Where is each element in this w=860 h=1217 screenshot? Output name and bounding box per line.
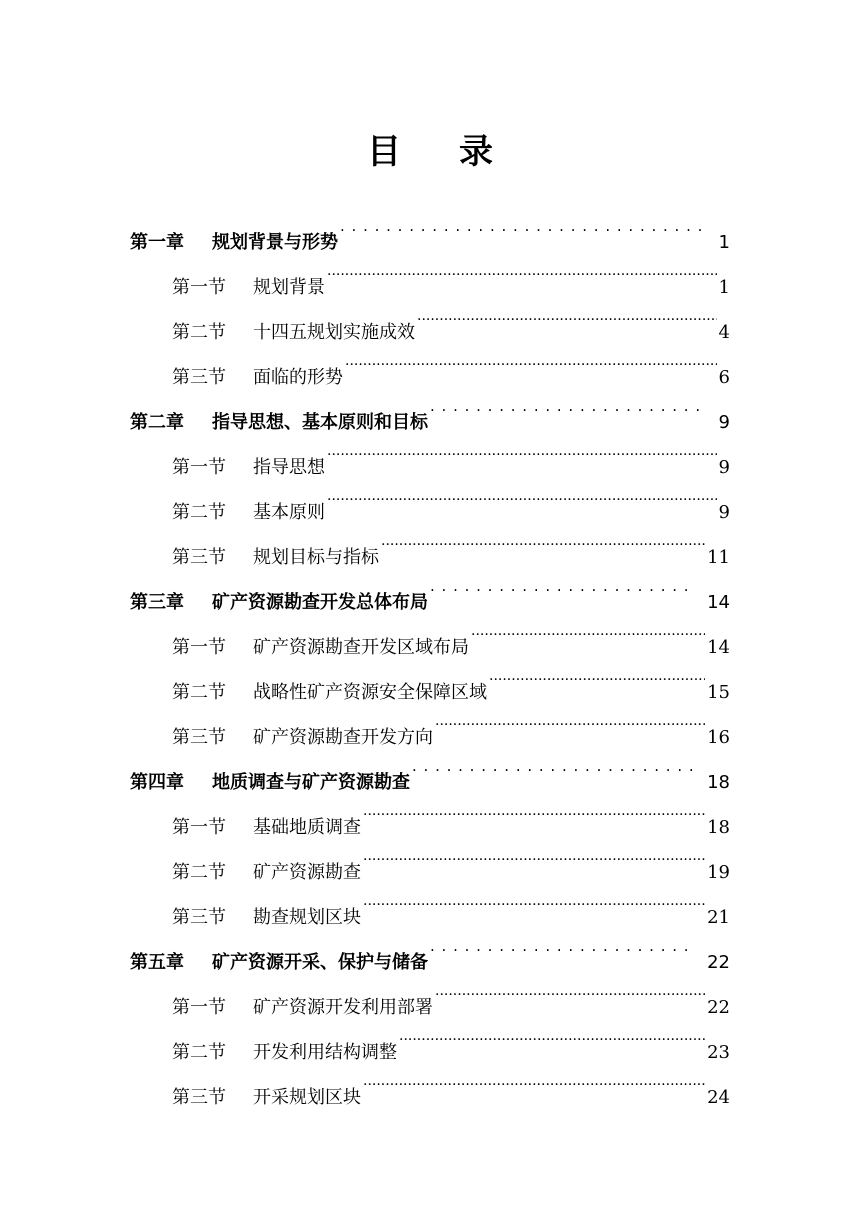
dot-leader — [417, 308, 717, 338]
chapter-number: 第一章 — [130, 232, 184, 253]
page-number: 9 — [718, 457, 730, 478]
toc-section-entry[interactable] — [172, 893, 730, 928]
section-number: 第二节 — [172, 682, 226, 703]
dot-leader — [489, 668, 705, 698]
dot-leader — [399, 1028, 705, 1058]
toc-section-entry[interactable] — [172, 848, 730, 883]
dot-leader — [430, 398, 704, 428]
section-title: 基本原则 — [253, 502, 325, 523]
toc-section-entry[interactable] — [172, 263, 730, 298]
chapter-title: 地质调查与矿产资源勘查 — [212, 772, 410, 793]
toc-section-entry[interactable] — [172, 1028, 730, 1063]
section-title: 矿产资源开发利用部署 — [253, 997, 433, 1018]
page-number: 4 — [718, 322, 730, 343]
section-title: 开发利用结构调整 — [253, 1042, 397, 1063]
section-number: 第三节 — [172, 367, 226, 388]
section-number: 第一节 — [172, 637, 226, 658]
toc-section-entry[interactable] — [172, 353, 730, 388]
toc-section-entry[interactable] — [172, 713, 730, 748]
chapter-number: 第三章 — [130, 592, 184, 613]
toc-section-entry[interactable] — [172, 623, 730, 658]
section-title: 基础地质调查 — [253, 817, 361, 838]
chapter-title: 规划背景与形势 — [212, 232, 338, 253]
toc-chapter-entry[interactable] — [130, 938, 730, 973]
dot-leader — [471, 623, 705, 653]
page-number: 18 — [707, 772, 730, 793]
toc-chapter-entry[interactable] — [130, 218, 730, 253]
section-title: 矿产资源勘查开发方向 — [253, 727, 433, 748]
section-number: 第二节 — [172, 502, 226, 523]
page-number: 11 — [707, 547, 730, 568]
chapter-title: 矿产资源勘查开发总体布局 — [212, 592, 428, 613]
chapter-number: 第五章 — [130, 952, 184, 973]
section-title: 规划目标与指标 — [253, 547, 379, 568]
toc-section-entry[interactable] — [172, 443, 730, 478]
chapter-title: 指导思想、基本原则和目标 — [212, 412, 428, 433]
section-title: 矿产资源勘查 — [253, 862, 361, 883]
section-title: 规划背景 — [253, 277, 325, 298]
section-number: 第一节 — [172, 457, 226, 478]
section-number: 第二节 — [172, 1042, 226, 1063]
section-title: 勘查规划区块 — [253, 907, 361, 928]
dot-leader — [345, 353, 717, 383]
toc-section-entry[interactable] — [172, 983, 730, 1018]
section-number: 第三节 — [172, 907, 226, 928]
section-title: 指导思想 — [253, 457, 325, 478]
section-title: 十四五规划实施成效 — [253, 322, 415, 343]
dot-leader — [430, 938, 697, 968]
toc-section-entry[interactable] — [172, 488, 730, 523]
section-number: 第一节 — [172, 997, 226, 1018]
dot-leader — [363, 803, 705, 833]
dot-leader — [435, 713, 705, 743]
page-number: 6 — [718, 367, 730, 388]
toc-chapter-entry[interactable] — [130, 398, 730, 433]
page-number: 1 — [718, 277, 730, 298]
dot-leader — [435, 983, 705, 1013]
section-title: 开采规划区块 — [253, 1087, 361, 1108]
page-number: 24 — [707, 1087, 730, 1108]
page-title — [0, 128, 860, 176]
section-title: 面临的形势 — [253, 367, 343, 388]
page-number: 21 — [707, 907, 730, 928]
page-number: 9 — [718, 412, 730, 433]
dot-leader — [363, 848, 705, 878]
section-number: 第三节 — [172, 727, 226, 748]
page-number: 1 — [718, 232, 730, 253]
dot-leader — [430, 578, 697, 608]
page-number: 18 — [707, 817, 730, 838]
dot-leader — [327, 263, 717, 293]
chapter-title: 矿产资源开采、保护与储备 — [212, 952, 428, 973]
dot-leader — [381, 533, 705, 563]
section-number: 第三节 — [172, 547, 226, 568]
chapter-number: 第四章 — [130, 772, 184, 793]
page-number: 14 — [707, 637, 730, 658]
section-number: 第二节 — [172, 322, 226, 343]
dot-leader — [340, 218, 704, 248]
title-char-2: 录 — [459, 132, 493, 172]
page-number: 9 — [718, 502, 730, 523]
page-number: 15 — [707, 682, 730, 703]
dot-leader — [327, 488, 717, 518]
toc-section-entry[interactable] — [172, 803, 730, 838]
toc-section-entry[interactable] — [172, 1073, 730, 1108]
section-title: 矿产资源勘查开发区域布局 — [253, 637, 469, 658]
section-number: 第一节 — [172, 277, 226, 298]
chapter-number: 第二章 — [130, 412, 184, 433]
section-title: 战略性矿产资源安全保障区域 — [253, 682, 487, 703]
section-number: 第二节 — [172, 862, 226, 883]
toc-chapter-entry[interactable] — [130, 578, 730, 613]
dot-leader — [363, 893, 705, 923]
page-number: 23 — [707, 1042, 730, 1063]
title-char-1: 目 — [367, 132, 401, 172]
toc-section-entry[interactable] — [172, 308, 730, 343]
toc-section-entry[interactable] — [172, 668, 730, 703]
page-number: 14 — [707, 592, 730, 613]
toc-section-entry[interactable] — [172, 533, 730, 568]
dot-leader — [327, 443, 717, 473]
toc-chapter-entry[interactable] — [130, 758, 730, 793]
section-number: 第一节 — [172, 817, 226, 838]
dot-leader — [363, 1073, 705, 1103]
page-number: 22 — [707, 952, 730, 973]
page-number: 16 — [707, 727, 730, 748]
section-number: 第三节 — [172, 1087, 226, 1108]
dot-leader — [412, 758, 697, 788]
page-number: 19 — [707, 862, 730, 883]
page-number: 22 — [707, 997, 730, 1018]
